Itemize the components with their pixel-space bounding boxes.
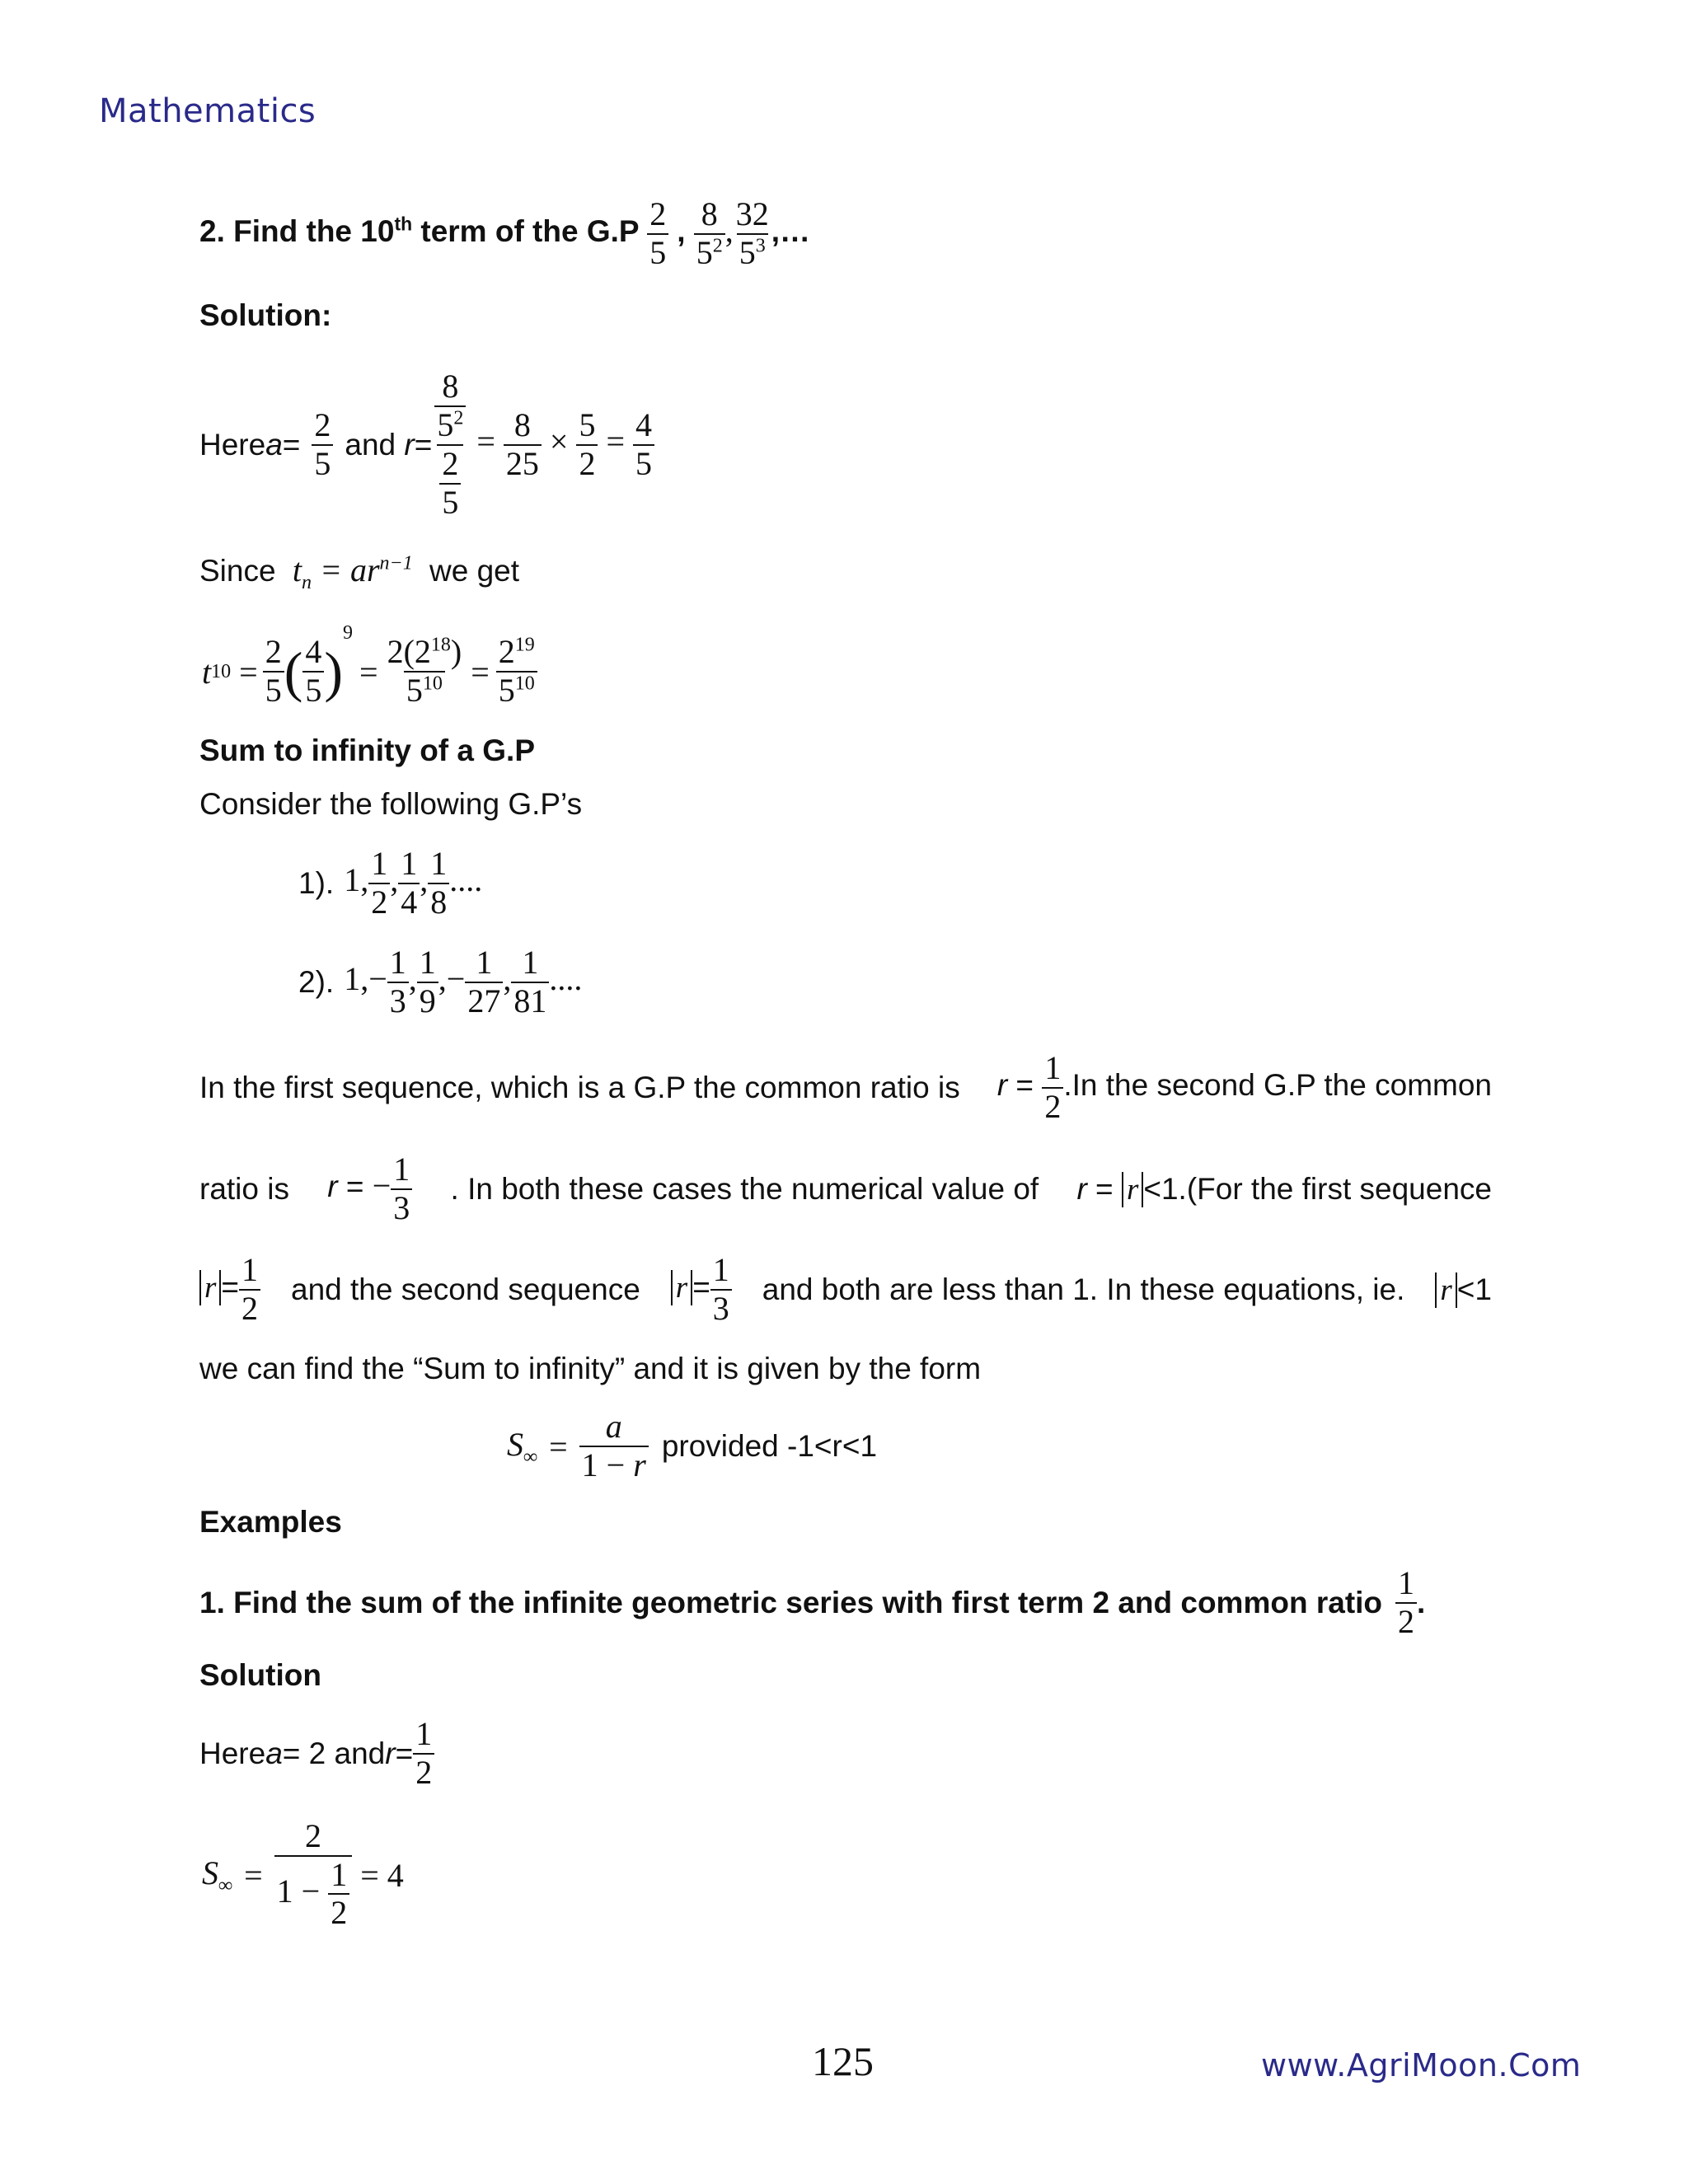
section-heading: Sum to infinity of a G.P (199, 733, 535, 767)
example-1-question: 1. Find the sum of the infinite geometric series with first term 2 and common ratio $\frac{1}{2}$ . (199, 1564, 1426, 1640)
paragraph-line-4: we can find the “Sum to infinity” and it is given by the form (199, 1352, 982, 1385)
sum-infinity-formula: $S_\infty$ = $\frac{a}{1 - r}$ provided -1<r<1 (507, 1408, 878, 1483)
ratio-computation: $\frac{\frac{8}{5^2}}{\frac{2}{5}}$ = $\frac{8}{25}$ × $\frac{5}{2}$ = $\frac{4}{5}$ (432, 368, 654, 521)
here-prefix: Here (199, 428, 266, 462)
examples-heading: Examples (199, 1505, 342, 1539)
question-2 (199, 196, 810, 272)
question-2-ordinal: th (394, 213, 413, 235)
solution-2-label: Solution (199, 1658, 321, 1692)
final-sum-computation: $S_\infty$ = 2 1 − $\frac{1}{2}$ = 4 (202, 1816, 404, 1932)
paragraph-line-1: In the first sequence, which is a G.P the common ratio is r = $\frac{1}{2}$ .In the second G.P the common (199, 1049, 1492, 1125)
question-2-suffix: term of the G.P (412, 213, 639, 248)
sequence-1: 1). 1, $\frac{1}{2}$ , $\frac{1}{4}$ , $\frac{1}{8}$ .... (298, 845, 483, 921)
footer-website-link[interactable]: www.AgriMoon.Com (1261, 2047, 1582, 2083)
solution-label: Solution: (199, 298, 332, 332)
and-word: and (345, 428, 396, 462)
page-header-title: Mathematics (99, 92, 316, 130)
here-2-line: Here a = 2 and r = $\frac{1}{2}$ (199, 1713, 434, 1795)
sequence-2: 2). 1,− $\frac{1}{3}$ , $\frac{1}{9}$ ,− $\frac{1}{27}$ , $\frac{1}{81}$ .... (298, 944, 583, 1019)
paragraph-line-2: ratio is r = − $\frac{1}{3}$ . In both these cases the numerical value of r = r <1.(For the first sequence (199, 1151, 1492, 1226)
page-number: 125 (812, 2038, 874, 2084)
since-line: Since $t_n = ar^{n-1}$ we get (199, 551, 520, 593)
consider-text: Consider the following G.P’s (199, 787, 583, 821)
gp-sequence: $\frac{2}{5}$ , $\frac{8}{5^2}$ , $\frac{32}{5^3}$ ,… (647, 212, 810, 249)
question-2-prefix: 2. Find the 10 (199, 213, 395, 248)
paragraph-line-3: r = $\frac{1}{2}$ and the second sequence r = $\frac{1}{3}$ and both are less than 1. In these equations, ie. r <1 (199, 1249, 1492, 1331)
here-a-r-equation: Here a = $\frac{2}{5}$ and r = $\frac{\frac{8}{5^2}}{\frac{2}{5}}$ = $\frac{8}{25}$ × $\frac{5}{2}$ = $\frac{4}{5}$ (199, 363, 654, 527)
general-term-formula: $t_n = ar^{n-1}$ (292, 551, 413, 593)
t10-computation: t 10 = $\frac{2}{5}$ ( $\frac{4}{5}$ ) 9 = $\frac{2(2^{18})}{5^{10}}$ = $\frac{2^{19}}{5^{10}}$ (202, 622, 537, 721)
